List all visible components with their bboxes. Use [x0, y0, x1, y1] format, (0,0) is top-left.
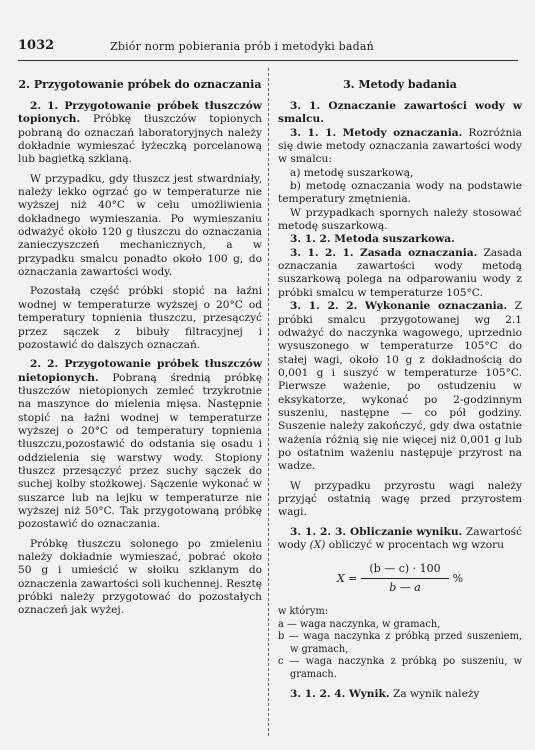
legend-a: a — waga naczynka, w gramach,	[278, 618, 441, 630]
heading-3-1-2-1: 3. 1. 2. 1. Zasada oznaczania.	[290, 246, 478, 259]
header-rule	[18, 60, 518, 61]
paragraph-3-1-1	[278, 127, 522, 167]
variable-x: (X)	[309, 539, 326, 551]
text-3-1-2-1: Zasada oznaczania zawartości wody metodą suszarkową polega na odparowaniu wody z próbki smalcu w temperaturze 105°C.	[278, 246, 523, 299]
running-title: Zbiór norm pobierania prób i metodyki badań	[110, 40, 374, 53]
formula-denominator: b — a	[389, 580, 421, 594]
text-3-1-2-4: Za wynik należy	[392, 687, 480, 700]
heading-3-1-2-4: 3. 1. 2. 4. Wynik.	[290, 687, 390, 700]
text-3-1-1: Rozróżnia się dwie metody oznaczania zawartości wody w smalcu:	[278, 126, 522, 166]
formula-legend	[278, 606, 522, 682]
section-2-title: 2. Przygotowanie próbek do oznaczania	[18, 78, 262, 91]
text-2-1: Próbkę tłuszczów topionych pobraną do oznaczań laboratoryjnych należy dokładnie wymieszać łyżeczką porcelanową lub bagietką szklaną.	[18, 113, 262, 166]
section-3-title: 3. Metody badania	[343, 78, 457, 91]
heading-2-2: 2. 2. Przygotowanie próbek tłuszczów nietopionych.	[18, 358, 262, 384]
paragraph-solony: Próbkę tłuszczu solonego po zmieleniu należy dokładnie wymieszać, pobrać około 50 g i umieścić w słoiku szklanym do oznaczenia zawartości soli kuchennej. Resztę próbki należy przygotować do pozostałych oznaczeń jak wyżej.	[18, 537, 262, 617]
legend-c: c — waga naczynka z próbką po suszeniu, w gramach.	[278, 656, 522, 680]
right-column	[278, 72, 522, 701]
heading-3-1-2: 3. 1. 2. Metoda suszarkowa.	[290, 233, 455, 246]
paragraph-2-2	[18, 358, 262, 531]
column-divider	[268, 68, 269, 736]
paragraph-2-1	[18, 100, 262, 167]
legend-intro: w którym:	[278, 606, 329, 618]
paragraph-3-1-2-4	[278, 688, 522, 701]
paragraph-3-1-2-3	[278, 526, 522, 553]
paragraph-3-1-2-1	[278, 247, 522, 300]
formula-unit: %	[452, 571, 464, 585]
heading-3-1-1: 3. 1. 1. Metody oznaczania.	[290, 126, 463, 139]
paragraph-stwardnialy: W przypadku, gdy tłuszcz jest stwardniały, należy lekko ogrzać go w temperaturze nie wyższej niż 40°C w celu umożliwienia dokładnego wymieszania. Po wymieszaniu odważyć około 120 g tłuszczu do oznaczania zanieczyszczeń mechanicznych, a w przypadku smalcu ponadto około 100 g, do oznaczania zawartości wody.	[18, 172, 262, 279]
paragraph-3-1-2-2	[278, 300, 522, 473]
legend-b: b — waga naczynka z próbką przed suszeniem, w gramach,	[278, 631, 522, 655]
text-3-1-2-3b: obliczyć w procentach wg wzoru	[328, 539, 505, 551]
text-3-1-2-3a: Zawartość wody	[278, 525, 522, 551]
page-number: 1032	[18, 38, 55, 53]
formula-fraction	[361, 562, 448, 594]
text-2-2: Pobraną średnią próbkę tłuszczów nietopionych zemleć trzykrotnie na maszynce do mielenia mięsa. Następnie stopić na łaźni wodnej w temperaturze wyższej o 20°C od temperatury topnienia tłuszczu,pozostawić do odstania się osadu i oddzielenia się warstwy wody. Stopiony tłuszcz przesączyć przez suchy sączek do suchej kolby stożkowej. Sączenie wykonać w suszarce lub na lejku w temperaturze nie wyższej niż 50°C. Tak przygotowaną próbkę pozostawić do oznaczania.	[18, 371, 262, 531]
formula-lhs: X =	[336, 571, 358, 585]
formula	[278, 562, 522, 594]
paragraph-przyrost: W przypadku przyrostu wagi należy przyjąć ostatnią wagę przed przyrostem wagi.	[278, 479, 522, 519]
heading-3-1-2-3: 3. 1. 2. 3. Obliczanie wyniku.	[290, 525, 463, 538]
heading-3-1-2-2: 3. 1. 2. 2. Wykonanie oznaczania.	[290, 300, 508, 313]
list-item-b: b) metodę oznaczania wody na podstawie temperatury zmętnienia.	[278, 180, 522, 206]
paragraph-sporne: W przypadkach spornych należy stosować metodę suszarkową.	[278, 206, 522, 233]
heading-2-1: 2. 1. Przygotowanie próbek tłuszczów topionych.	[18, 100, 262, 126]
text-3-1-2-2: Z próbki smalcu przygotowanej wg 2.1 odważyć do naczynka wagowego, uprzednio wysuszonego w temperaturze 105°C do stałej wagi, około 10 g z dokładnością do 0,001 g i suszyć w temperaturze 105°C. Pierwsze ważenie, po ostudzeniu w eksykatorze, wykonać po 2-godzinnym suszeniu, następne — co pół godziny. Suszenie należy zakończyć, gdy dwa ostatnie ważenia różnią się nie więcej niż 0,001 g lub po ostatnim ważeniu następuje przyrost na wadze.	[278, 300, 522, 473]
left-column	[18, 72, 262, 618]
formula-numerator: (b — c) · 100	[361, 562, 448, 578]
list-item-a: a) metodę suszarkową,	[290, 166, 414, 179]
heading-3-1: 3. 1. Oznaczanie zawartości wody w smalcu.	[278, 100, 522, 126]
paragraph-pozostala: Pozostałą część próbki stopić na łaźni wodnej w temperaturze wyższej o 20°C od temperatury topnienia tłuszczu, przesączyć przez sączek z bibuły filtracyjnej i pozostawić do dalszych oznaczań.	[18, 285, 262, 351]
page-header	[18, 38, 518, 58]
